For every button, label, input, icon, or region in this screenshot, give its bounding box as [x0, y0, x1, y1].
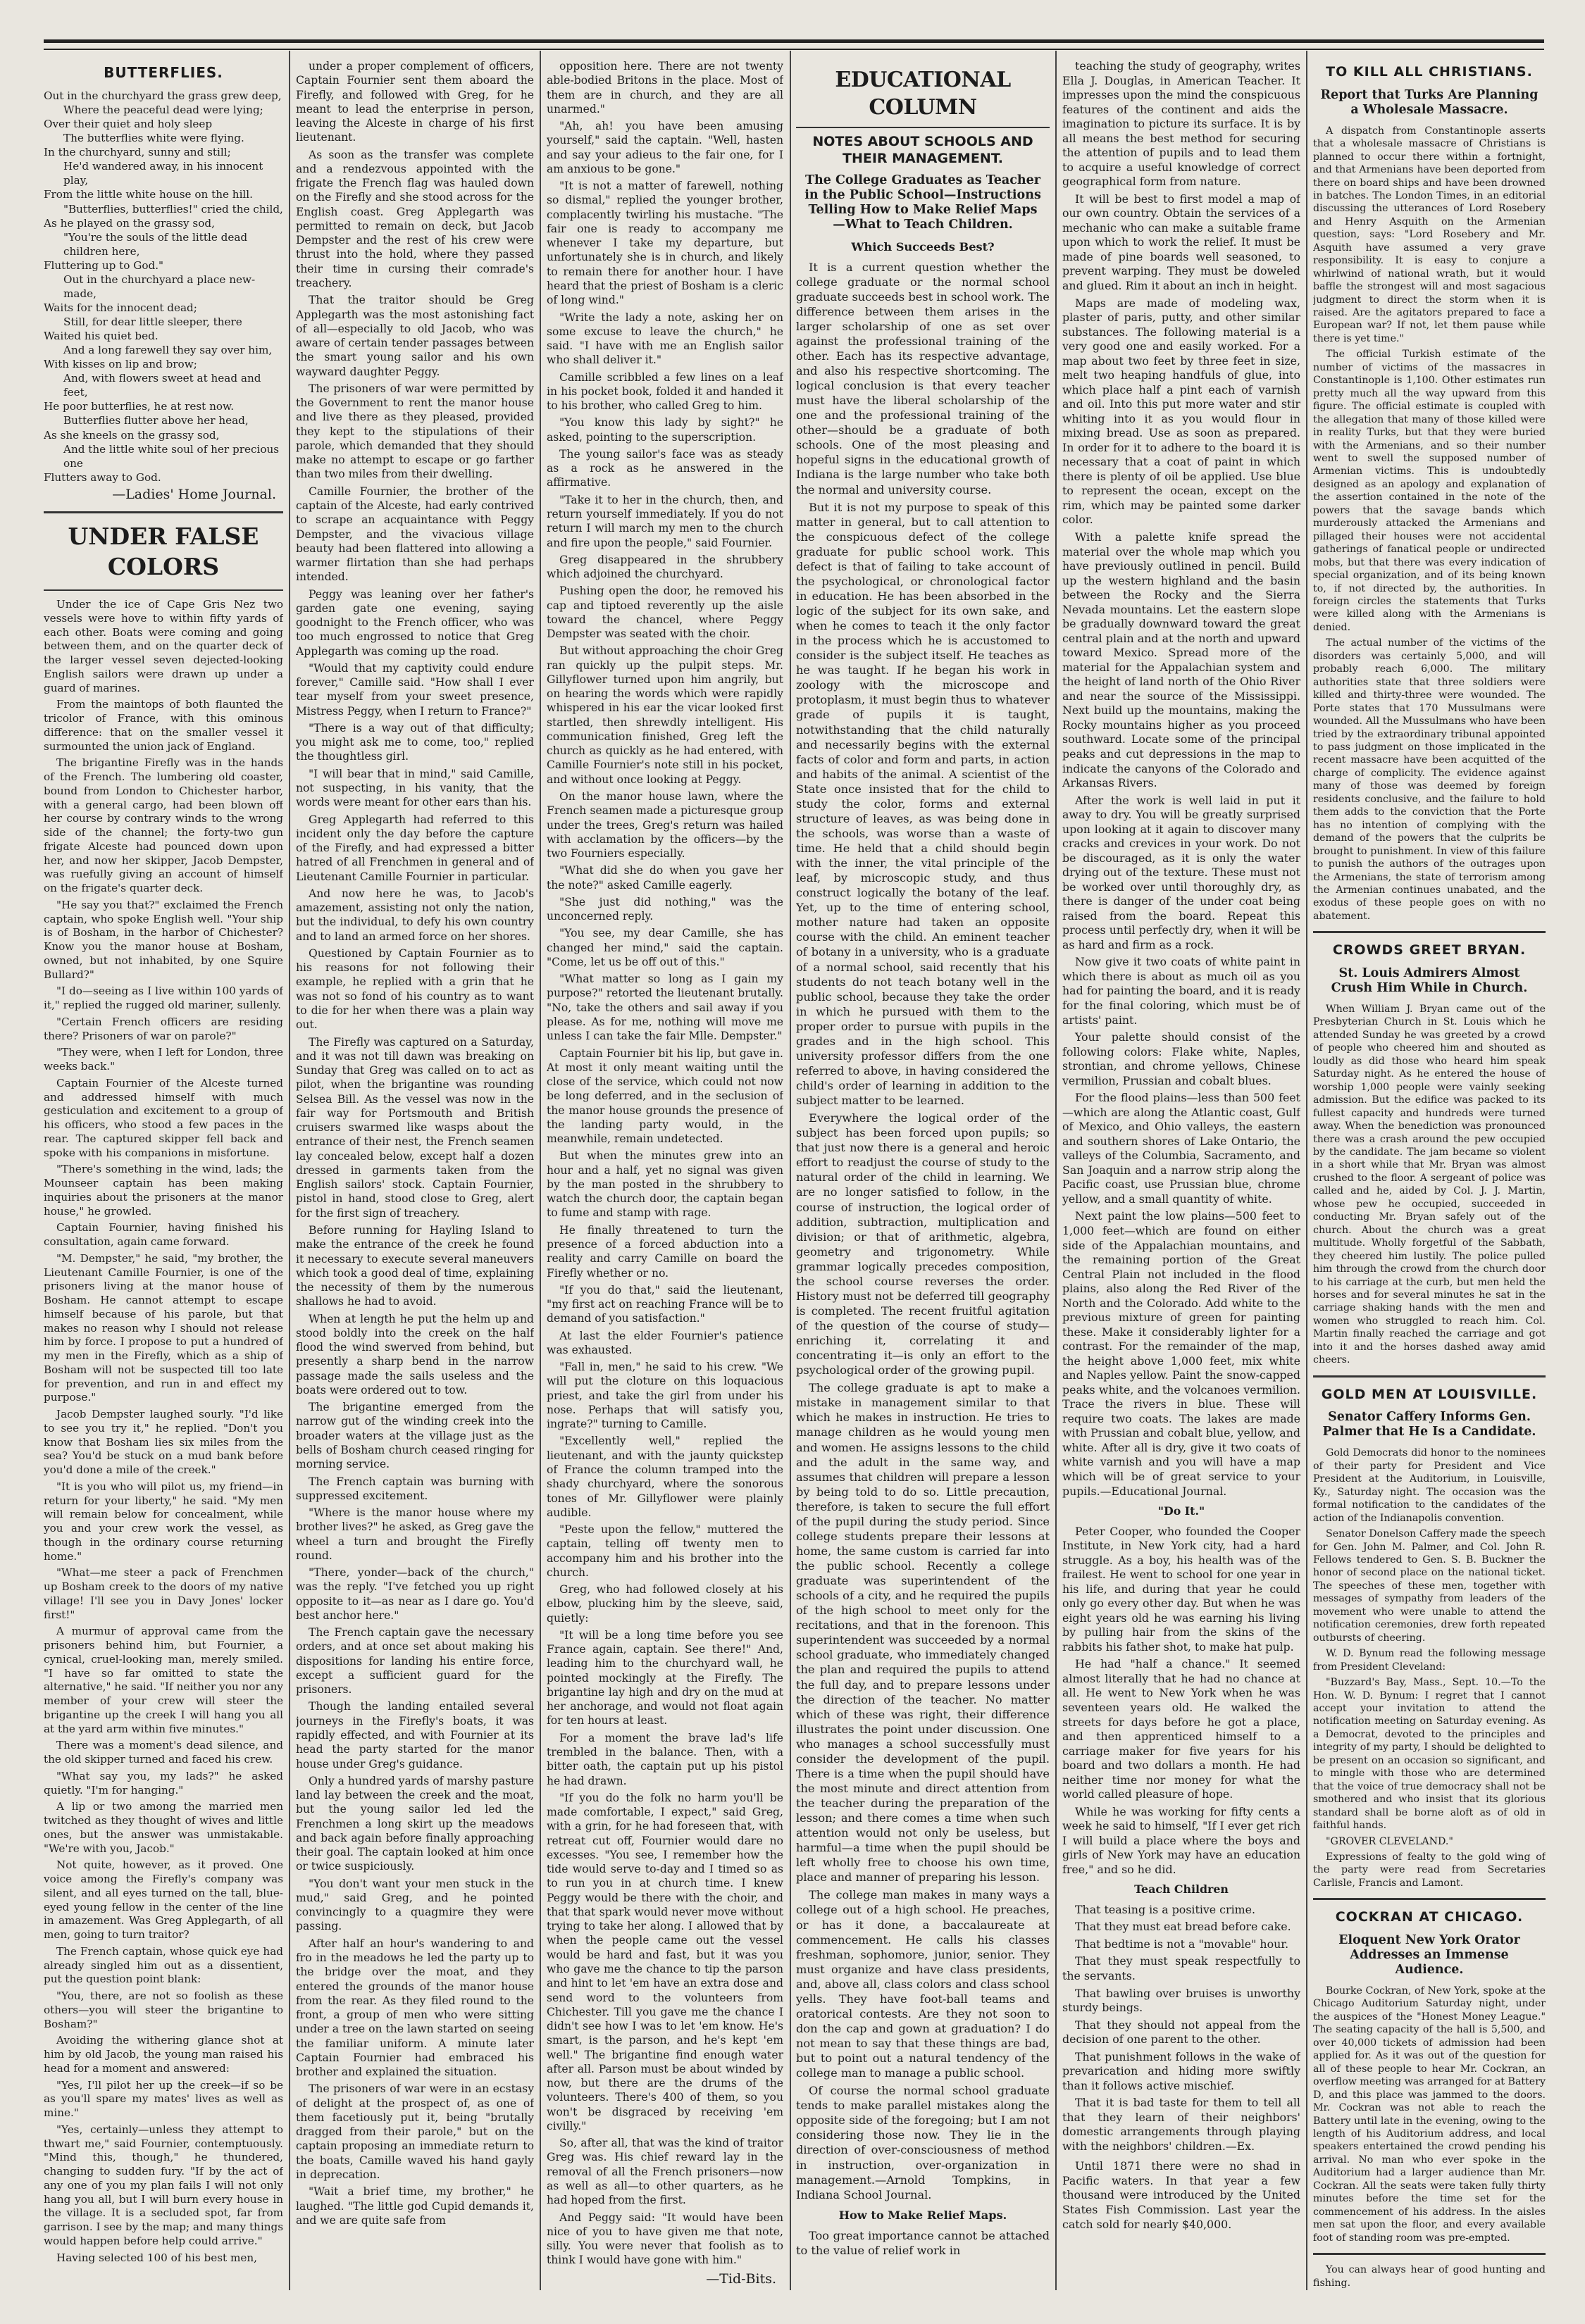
story-paragraph: "If you do the folk no harm you'll be made comfortable, I expect," said Greg, with a grin, for he had foreseen that, with retreat cut off, Fournier would dare no excesses. "You see, I remember how the tide would serve to-day and I timed so as to run you in at church time. I knew Peggy would be there with the choir, and that that spark would never move without trying to take her along. I allowed that by when the people came out the vessel would be hard and fast, but it was you who gave me the chance to tip the parson and hint to let 'em have an extra dose and send word to the volunteers from Chichester. Till you gave me the chance I didn't see how I was to let 'em know. He's smart, is the parson, and he's kept 'em well." The brigantine find enough water after all. Parson must be about winded by now, but there are the drums of the volunteers. There's 400 of them, so you won't be disgraced by receiving 'em civilly." — [547, 1791, 783, 2132]
story-paragraph: "What matter so long as I gain my purpose?" retorted the lieutenant brutally. "No, take the others and sail away if you please. As for me, nothing will move me unless I can take the fair Mlle. Dempster." — [547, 973, 783, 1043]
relief-paragraph: Now give it two coats of white paint in which there is about as much oil as you had for painting the board, and it is ready for the final coloring, which must be of artists' paint. — [1062, 955, 1300, 1027]
subheading-relief-maps: How to Make Relief Maps. — [838, 2208, 1007, 2222]
story-paragraph: "It is you who will pilot us, my friend—in return for your liberty," he said. "My men will remain below for concealment, while you and your crew work the vessel, as though in the ordinary course returning home." — [44, 1480, 283, 1563]
subheading-teach-children: Teach Children — [1134, 1882, 1229, 1897]
news-paragraph: Senator Donelson Caffery made the speech for Gen. John M. Palmer, and Col. John R. Fellows tendered to Gen. S. B. Buckner the honor of second place on the national ticket. The speeches of these men, together with messages of sympathy from leaders of the movement who were unable to attend the notification ceremonies, drew forth repeated outbursts of cheering. — [1313, 1528, 1546, 1644]
story-paragraph: "I do—seeing as I live within 100 yards of it," replied the rugged old mariner, sullenly. — [44, 985, 283, 1012]
poem-line: "You're the souls of the little dead children here, — [63, 230, 248, 258]
section-divider — [44, 511, 283, 513]
teach-children-list — [1062, 1903, 1300, 2154]
teach-item: That bedtime is not a "movable" hour. — [1075, 1937, 1289, 1951]
story-paragraph: As soon as the transfer was complete and a rendezvous appointed with the frigate the French flag was hauled down on the Firefly and she stood across for the English coast. Greg Applegarth was permitted to remain on deck, but Jacob Dempster and the rest of his crew were thrust into the hold, where they passed their time in cursing their comrade's treachery. — [296, 148, 534, 289]
column-3 — [547, 59, 783, 2296]
do-it-paragraph: He had "half a chance." It seemed almost literally that he had no chance at all. He went to New York when he was seventeen years old. He walked the streets for days before he got a place, and then apprenticed himself to a carriage maker for five years for his board and two dollars a month. He had neither time nor money for what the world called pleasure of hope. — [1062, 1657, 1300, 1801]
story-paragraph: "What did she do when you gave her the note?" asked Camille eagerly. — [547, 864, 783, 892]
story-paragraph: The brigantine emerged from the narrow gut of the winding creek into the broader waters at the village just as the bells of Bosham church ceased ringing for morning service. — [296, 1401, 534, 1471]
story-paragraph: "You know this lady by sight?" he asked, pointing to the superscription. — [547, 416, 783, 444]
education-paragraph: Everywhere the logical order of the subject has been forced upon pupils; so that just now there is a general and heroic effort to readjust the course of study to the natural order of the child in learning. We are no longer satisfied to follow, in the course of instruction, the logical order of addition, subtraction, multiplication and division; or that of arithmetic, algebra, geometry and trigonometry. While grammar logically precedes composition, the school course reverses the order. History must not be deferred till geography is completed. The recent fruitful agitation of the question of the course of study—enriching it, correlating it and concentrating it—is only an effort to the psychological order of the growing pupil. — [796, 1111, 1050, 1377]
crowds-bryan-deck: St. Louis Admirers Almost Crush Him While in Church. — [1331, 966, 1528, 996]
story-paragraph: And Peggy said: "It would have been nice of you to have given me that note, silly. You were never that foolish as to think I would have gone with him." — [547, 2211, 783, 2267]
relief-paragraph: After the work is well laid in put it away to dry. You will be greatly surprised upon looking at it again to discover many cracks and crevices in your work. Do not be discouraged, as it is only the water drying out of the texture. These must not be worked over until thoroughly dry, as there is danger of the under coat being raised from the board. Repeat this process until perfectly dry, when it will be as hard and firm as a rock. — [1062, 793, 1300, 951]
story-paragraph: "If you do that," said the lieutenant, "my first act on reaching France will be to demand of you satisfaction." — [547, 1283, 783, 1325]
news-paragraph: Bourke Cockran, of New York, spoke at the Chicago Auditorium Saturday night, under the auspices of the "Honest Money League." The seating capacity of the hall is 5,500, and over 40,000 tickets of admission had been applied for. As it was out of the question for all of these people to hear Mr. Cockran, an overflow meeting was arranged for at Battery D, and this place was jammed to the doors. Mr. Cockran was not able to reach the Battery until late in the evening, owing to the length of his Auditorium address, and local speakers entertained the crowd pending his arrival. No man who ever spoke in the Auditorium had a larger audience than Mr. Cockran. All the seats were taken fully thirty minutes before the time set for the commencement of his address. In the aisles men sat upon the floor, and every available foot of standing room was pre-empted. — [1313, 1985, 1546, 2244]
story-paragraph: From the maintops of both flaunted the tricolor of France, with this ominous difference: that on the smaller vessel it surmounted the union jack of England. — [44, 698, 283, 753]
subheading-which-succeeds: Which Succeeds Best? — [851, 239, 995, 254]
story-paragraph: Though the landing entailed several journeys in the Firefly's boats, it was rapidly effected, and with Fournier at its head the party started for the manor house under Greg's guidance. — [296, 1700, 534, 1770]
column-rule — [1306, 51, 1307, 2290]
relief-text-start: Too great importance cannot be attached to the value of relief work in — [796, 2228, 1050, 2257]
cockran-text — [1313, 1985, 1546, 2244]
column-1 — [44, 59, 283, 2296]
story-paragraph: "You, there, are not so foolish as these others—you will steer the brigantine to Bosham?" — [44, 1989, 283, 2030]
poem-line: Fluttering up to God." — [44, 258, 164, 272]
poem-line: Out in the churchyard the grass grew deep, — [44, 89, 282, 102]
teach-item: That teasing is a positive crime. — [1075, 1902, 1255, 1916]
relief-paragraph: teaching the study of geography, writes Ella J. Douglas, in American Teacher. It impresses upon the mind the conspicuous features of the continent and aids the imagination to picture its surface. It is by all means the best method for securing the attention of pupils and to lead them to acquire a useful knowledge of correct geographical form from nature. — [1062, 59, 1300, 189]
poem-line: From the little white house on the hill. — [44, 188, 253, 201]
column-rule — [540, 51, 541, 2290]
poem-body — [44, 89, 283, 485]
poem-line: Flutters away to God. — [44, 470, 161, 484]
story-paragraph: A lip or two among the married men twitched as they thought of wives and little ones, but the answer was unmistakable. "We're with you, Jacob." — [44, 1800, 283, 1855]
teach-item: That bawling over bruises is unworthy sturdy beings. — [1062, 1986, 1300, 2015]
section-divider — [1313, 2253, 1546, 2255]
story-paragraph: "You see, my dear Camille, she has changed her mind," said the captain. "Come, let us be off out of this." — [547, 927, 783, 968]
story-paragraph: "Write the lady a note, asking her on some excuse to leave the church," he said. "I have with me an English sailor who shall deliver it." — [547, 311, 783, 367]
story-paragraph: "You don't want your men stuck in the mud," said Greg, and he pointed convincingly to a quagmire they were passing. — [296, 1877, 534, 1933]
story-paragraph: "Fall in, men," he said to his crew. "We will put the cloture on this loquacious priest, and take the girl from under his nose. Perhaps that will satisfy you, ingrate?" turning to Camille. — [547, 1361, 783, 1431]
do-it-paragraph: Peter Cooper, who founded the Cooper Institute, in New York city, had a hard struggle. As a boy, his health was of the frailest. He went to school for one year in his life, and during that year he could only go every other day. But when he was eight years old he was earning his living by pulling hair from the skins of the rabbits his father shot, to make hat pulp. — [1062, 1524, 1300, 1654]
story-paragraph: When at length he put the helm up and stood boldly into the creek on the half flood the wind swerved from behind, but presently a sharp bend in the narrow passage made the sails useless and the boats were ordered out to tow. — [296, 1312, 534, 1397]
story-paragraph: The Firefly was captured on a Saturday, and it was not till dawn was breaking on Sunday that Greg was called on to act as pilot, when the brigantine was rounding Selsea Bill. As the vessel was now in the fair way for Portsmouth and British cruisers swarmed like wasps about the entrance of their nest, the French seamen lay concealed below, except half a dozen dressed in garments taken from the English sailors' stock. Captain Fournier, pistol in hand, stood close to Greg, alert for the first sign of treachery. — [296, 1035, 534, 1220]
story-paragraph: "She just did nothing," was the unconcerned reply. — [547, 895, 783, 923]
crowds-bryan-text — [1313, 1003, 1546, 1367]
education-paragraph: Of course the normal school graduate tends to make parallel mistakes along the opposite side of the foregoing; but I am not considering those now. They lie in the direction of over-consciousness of method in instruction, over-organization in management.—Arnold Tompkins, in Indiana School Journal. — [796, 2084, 1050, 2201]
story-paragraph: "Ah, ah! you have been amusing yourself," said the captain. "Well, hasten and say your adieus to the fair one, for I am anxious to be gone." — [547, 120, 783, 175]
column-4 — [796, 59, 1050, 2296]
story-paragraph: under a proper complement of officers, Captain Fournier sent them aboard the Firefly, and followed with Greg, for he meant to lead the enterprise in person, leaving the Alceste in charge of his first lieutenant. — [296, 60, 534, 144]
poem-source: —Ladies' Home Journal. — [112, 486, 276, 502]
poem-line: And the little white soul of her precious one — [63, 442, 280, 470]
story-paragraph: Not quite, however, as it proved. One voice among the Firefly's company was silent, and all eyes turned on the tall, blue-eyed young fellow in the center of the line in amazement. Was Greg Applegarth, of all men, going to turn traitor? — [44, 1858, 283, 1942]
teach-item: That punishment follows in the wake of prevarication and hiding more swiftly than it follows active mischief. — [1062, 2049, 1300, 2092]
education-paragraph: It is a current question whether the college graduate or the normal school graduate succeeds best in school work. The difference between them arises in the larger scholarship of one as set over against the professional training of the other. Each has its respective advantage, and also his respective shortcoming. The logical conclusion is that every teacher must have the liberal scholarship of the one and the professional training of the other—should be a graduate of both schools. One of the most pleasing and hopeful signs in the educational growth of Indiana is the large number who take both the normal and university course. — [796, 260, 1050, 496]
education-text — [796, 260, 1050, 2202]
teach-item: That they must eat bread before cake. — [1075, 1920, 1291, 1934]
story-paragraph: "Yes, I'll pilot her up the creek—if so be as you'll spare my mates' lives as well as mine." — [44, 2078, 283, 2120]
relief-paragraph: Next paint the low plains—500 feet to 1,000 feet—which are found on either side of the Appalachian mountains, and the remaining portion of the Great Central Plain not included in the flood plains, also along the Red River of the North and the Colorado. Add white to the previous mixture of green for painting these. Make it considerably lighter for a contrast. For the remainder of the map, the height above 1,000 feet, mix white and Naples yellow. Paint the snow-capped peaks white, and the volcanoes vermilion. Trace the rivers in blue. These will require two coats. The lakes are made with Prussian and cobalt blue, yellow, and white. After all is dry, give it two coats of white varnish and you will have a map which will be of great service to your pupils.—Educational Journal. — [1062, 1209, 1300, 1498]
story-paragraph: Greg disappeared in the shrubbery which adjoined the churchyard. — [547, 553, 783, 581]
story-title: UNDER FALSE COLORS — [68, 523, 259, 581]
poem-title: BUTTERFLIES. — [104, 64, 223, 81]
story-paragraph: "Where is the manor house where my brother lives?" he asked, as Greg gave the wheel a turn and brought the Firefly round. — [296, 1506, 534, 1562]
news-paragraph: "GROVER CLEVELAND." — [1326, 1835, 1453, 1847]
poem-line: Waits for the innocent dead; — [44, 301, 197, 314]
column-5 — [1062, 59, 1300, 2296]
story-paragraph: "There, yonder—back of the church," was the reply. "I've fetched you up right opposite to it—as near as I dare go. You'd best anchor here." — [296, 1566, 534, 1622]
relief-paragraph: With a palette knife spread the material over the whole map which you have previously outlined in pencil. Build up the western highland and the basin between the Rocky and the Sierra Nevada mountains. Let the eastern slope be gradually downward toward the great central plain and at the north and upward toward Mexico. Spread more of the material for the Appalachian system and the height of land north of the Ohio River and near the source of the Mississippi. Next build up the mountains, making the Rocky mountains higher as you proceed southward. Locate some of the principal peaks and cut depressions in the map to indicate the canyons of the Colorado and Arkansas Rivers. — [1062, 530, 1300, 790]
story-paragraph: The young sailor's face was as steady as a rock as he answered in the affirmative. — [547, 447, 783, 489]
story-paragraph: Captain Fournier, having finished his consultation, again came forward. — [44, 1221, 283, 1249]
story-paragraph: "They were, when I left for London, three weeks back." — [44, 1046, 283, 1073]
column-6 — [1313, 59, 1546, 2296]
news-paragraph: The official Turkish estimate of the number of victims of the massacres in Constantinople is 1,100. Other estimates run pretty much all the way upward from this figure. The official estimate is coupled with the allegation that many of those killed were in reality Turks, but that they were buried with the Armenians, and so their number went to swell the supposed number of Armenian victims. This is undoubtedly designed as an apology and explanation of the assertion contained in the note of the powers that the savage bands which murderously attacked the Armenians and pillaged their houses were not accidental gatherings of fanatical people or undirected mobs, but that there was every indication of special organization, and of its being known to, if not directed by, the authorities. In foreign circles the statements that Turks were killed along with the Armenians is denied. — [1313, 349, 1546, 633]
section-divider — [1313, 931, 1546, 933]
story-paragraph: "Excellently well," replied the lieutenant, and with the jaunty quickstep of France the column tramped into the shady churchyard, where the sonorous tones of Mr. Gillyflower were plainly audible. — [547, 1435, 783, 1519]
story-paragraph: At last the elder Fournier's patience was exhausted. — [547, 1329, 783, 1356]
story-paragraph: After half an hour's wandering to and fro in the meadows he led the party up to the bridge over the moat, and they entered the grounds of the manor house from the rear. As they filed round to the front, a group of men who were sitting under a tree on the lawn started on seeing the familiar uniform. A minute later Captain Fournier had embraced his brother and explained the situation. — [296, 1937, 534, 2079]
gold-men-deck: Senator Caffery Informs Gen. Palmer that He Is a Candidate. — [1322, 1410, 1536, 1439]
story-paragraph: "He say you that?" exclaimed the French captain, who spoke English well. "Your ship is of Bosham, in the harbor of Chichester? Know you the manor house at Bosham, owned, but not inhabited, by one Squire Bullard?" — [44, 898, 283, 981]
story-paragraph: For a moment the brave lad's life trembled in the balance. Then, with a bitter oath, the captain put up his pistol he had drawn. — [547, 1731, 783, 1787]
do-it-paragraph: While he was working for fifty cents a week he said to himself, "If I ever get rich I will build a place where the boys and girls of New York may have an education free," and so he did. — [1062, 1804, 1300, 1876]
story-paragraph: opposition here. There are not twenty able-bodied Britons in the place. Most of them are in church, and they are all unarmed." — [547, 60, 783, 115]
education-paragraph: But it is not my purpose to speak of this matter in general, but to call attention to the conspicuous defect of the college graduate for public school work. This defect is that of failing to take account of the psychological, or chronological factor in education. He has been absorbed in the logic of the subject for its own sake, and when he comes to teach it the only factor in the process which he is accustomed to consider is the subject itself. He teaches as he was taught. If he began his work in zoology with the microscope and protoplasm, it must begin thus to whatever grade of pupils it is taught, notwithstanding that the child naturally and necessarily begins with the external facts of color and form and parts, in action and habits of the animal. A scientist of the State once insisted that for the child to study the color, forms and external structure of leaves, as was being done in the schools, was worse than a waste of time. He held that a child should begin with the inner, the vital principle of the leaf, by microscopic study, and thus construct logically the botany of the leaf. Yet, up to the time of entering school, mother nature had taken an opposite course with the child. An eminent teacher of botany in a university, who is a graduate of a normal school, said recently that his students do not teach botany well in the public school, because they take the order in which he pursued with them to the proper order to pursue with pupils in the grades and in the high school. This university professor differs from the one referred to above, in having considered the child's order of learning in addition to the subject matter to be learned. — [796, 500, 1050, 1108]
story-paragraph: A murmur of approval came from the prisoners behind him, but Fournier, a cynical, cruel-looking man, merely smiled. "I have so far omitted to state the alternative," he said. "If neither you nor any member of your crew will steer the brigantine up the creek I will hang you all at the yard arm within five minutes." — [44, 1625, 283, 1735]
teach-item: That it is bad taste for them to tell all that they learn of their neighbors' domestic arrangements through playing with the neighbors' children.—Ex. — [1062, 2096, 1300, 2153]
relief-paragraph: Your palette should consist of the following colors: Flake white, Naples, strontian, and chrome yellows, Chinese vermilion, Prussian and cobalt blues. — [1062, 1030, 1300, 1087]
relief-maps-text — [1062, 59, 1300, 1499]
story-paragraph: "Wait a brief time, my brother," he laughed. "The little god Cupid demands it, and we are quite safe from — [296, 2185, 534, 2227]
poem-line: He'd wandered away, in his innocent play, — [63, 160, 263, 187]
story-paragraph: "I will bear that in mind," said Camille, not suspecting, in his vanity, that the words were meant for other ears than his. — [296, 767, 534, 809]
poem-line: Butterflies flutter above her head, — [63, 414, 249, 427]
story-paragraph: Greg Applegarth had referred to this incident only the day before the capture of the Firefly, and had expressed a bitter hatred of all Frenchmen in general and of Lieutenant Camille Fournier in particular. — [296, 813, 534, 883]
story-paragraph: Captain Fournier bit his lip, but gave in. At most it only meant waiting until the close of the service, which could not now be long deferred, and in the seclusion of the manor house grounds the presence of the landing party would, in the meanwhile, remain undetected. — [547, 1047, 783, 1146]
story-paragraph: And now here he was, to Jacob's amazement, assisting not only the nation, but the individual, to defy his own country and to land an armed force on her shores. — [296, 887, 534, 943]
story-paragraph: "Yes, certainly—unless they attempt to thwart me," said Fournier, contemptuously. "Mind this, though," he thundered, changing to sudden fury. "If by the act of any one of you my plan fails I will not only hang you all, but I will burn every house in the village. It is a secluded spot, far from garrison. I see by the map; and many things would happen before help could arrive." — [44, 2123, 283, 2247]
story-paragraph: "What say you, my lads?" he asked quietly. "I'm for hanging." — [44, 1769, 283, 1797]
story-paragraph: Questioned by Captain Fournier as to his reasons for not following their example, he replied with a grin that he was not so fond of his country as to want to die for her when there was a plain way out. — [296, 947, 534, 1032]
news-paragraph: W. D. Bynum read the following message from President Cleveland: — [1313, 1648, 1546, 1673]
education-paragraph: The college man makes in many ways a college out of a high school. He preaches, or has it done, a baccalaureate at commencement. He calls his classes freshman, sophomore, junior, senior. They must organize and have class presidents, and, above all, class colors and class school yells. They have foot-ball teams and oratorical contests. Are they not soon to don the cap and gown at graduation? I do not mean to say that these things are bad, but to point out a natural tendency of the college man to manage a public school. — [796, 1888, 1050, 2080]
column-rule — [1055, 51, 1057, 2290]
kill-christians-deck: Report that Turks Are Planning a Wholesale Massacre. — [1320, 87, 1539, 117]
column-rule — [790, 51, 791, 2290]
story-paragraph: So, after all, that was the kind of traitor Greg was. His chief reward lay in the removal of all the French prisoners—now as well as all—to other quarters, as he had hoped from the first. — [547, 2137, 783, 2207]
story-paragraph: "It will be a long time before you see France again, captain. See there!" And, leading him to the churchyard wall, he pointed mockingly at the Firefly. The brigantine lay high and dry on the mud at her anchorage, and would not float again for ten hours at least. — [547, 1628, 783, 1728]
story-source: —Tid-Bits. — [706, 2270, 776, 2287]
poem-line: Out in the churchyard a place new-made, — [63, 273, 256, 300]
teach-item: That they should not appeal from the decision of one parent to the other. — [1062, 2018, 1300, 2047]
story-paragraph: "M. Dempster," he said, "my brother, the Lieutenant Camille Fournier, is one of the prisoners living at the manor house of Bosham. He cannot attempt to escape himself because of his parole, but that makes no reason why I should not release him by force. I propose to put a hundred of my men in the Firefly, which as a ship of Bosham will not be suspected till too late for prevention, and run in and effect my purpose." — [44, 1251, 283, 1404]
poem-line: As he played on the grassy sod, — [44, 216, 215, 230]
poem-line: With kisses on lip and brow; — [44, 358, 197, 371]
story-paragraph: Peggy was leaning over her father's garden gate one evening, saying goodnight to the French officer, who was too much engrossed to notice that Greg Applegarth was coming up the road. — [296, 587, 534, 658]
news-paragraph: "Buzzard's Bay, Mass., Sept. 10.—To the Hon. W. D. Bynum: I regret that I cannot accept your invitation to attend the notification meeting on Saturday evening. As a Democrat, devoted to the principles and integrity of my party, I should be delighted to be present on an occasion so significant, and to mingle with those who are determined that the voice of true democracy shall not be smothered and who insist that its glorious standard shall be borne aloft as of old in faithful hands. — [1313, 1677, 1546, 1832]
subheading-do-it: "Do It." — [1157, 1504, 1205, 1518]
cockran-deck: Eloquent New York Orator Addresses an Immense Audience. — [1338, 1933, 1520, 1978]
story-paragraph: Captain Fournier of the Alceste turned and addressed himself with much gesticulation and excitement to a group of his officers, who stood a few paces in the rear. The captured skipper fell back and spoke with his companions in misfortune. — [44, 1076, 283, 1159]
story-text-part-1 — [44, 598, 283, 2265]
story-paragraph: But without approaching the choir Greg ran quickly up the pulpit steps. Mr. Gillyflower turned upon him angrily, but on hearing the words which were rapidly whispered in his ear the vicar looked first startled, then shrewdly intelligent. His communication finished, Greg left the church as quickly as he had entered, with Camille Fournier's note still in his pocket, and without once looking at Peggy. — [547, 644, 783, 786]
education-column-title: EDUCATIONAL COLUMN — [835, 68, 1011, 120]
relief-paragraph: For the flood plains—less than 500 feet—which are along the Atlantic coast, Gulf of Mexico, and Ohio valleys, the eastern and southern shores of Lake Ontario, the valleys of the Columbia, Sacramento, and San Joaquin and a narrow strip along the Pacific coast, use Prussian blue, chrome yellow, and a small quantity of white. — [1062, 1091, 1300, 1206]
story-paragraph: He finally threatened to turn the presence of a forced abduction into a reality and carry Camille on board the Firefly whether or no. — [547, 1223, 783, 1280]
education-subtitle: NOTES ABOUT SCHOOLS AND THEIR MANAGEMENT. — [812, 134, 1033, 166]
news-paragraph: Expressions of fealty to the gold wing of the party were read from Secretaries Carlisle, Francis and Lamont. — [1313, 1851, 1546, 1889]
poem-line: "Butterflies, butterflies!" cried the child, — [63, 202, 283, 215]
story-paragraph: That the traitor should be Greg Applegarth was the most astonishing fact of all—especially to old Jacob, who was aware of certain tender passages between the smart young sailor and his own wayward daughter Peggy. — [296, 294, 534, 378]
story-text-part-2 — [296, 59, 534, 2228]
section-divider — [1313, 1898, 1546, 1900]
news-paragraph: A dispatch from Constantinople asserts that a wholesale massacre of Christians is planned to occur there within a fortnight, and that Armenians have been deported from there on board ships and have been drowned in batches. The London Times, in an editorial discussing the utterances of Lord Rosebery and Henry Asquith on the Armenian question, says: "Lord Rosebery and Mr. Asquith have assumed a very grave responsibility. It is easy to conjure a whirlwind of national wrath, but it would baffle the strongest will and most sagacious judgment to direct the storm when it is raised. Are the agitators prepared to face a European war? If not, let them pause while there is yet time." — [1313, 125, 1546, 344]
story-paragraph: Having selected 100 of his best men, — [56, 2251, 257, 2264]
gold-men-text — [1313, 1447, 1546, 1889]
story-paragraph: Camille scribbled a few lines on a leaf in his pocket book, folded it and handed it to his brother, who called Greg to him. — [547, 370, 783, 413]
cockran-title: COCKRAN AT CHICAGO. — [1335, 1909, 1524, 1925]
poem-line: Over their quiet and holy sleep — [44, 118, 213, 131]
kill-christians-text — [1313, 125, 1546, 923]
news-paragraph: When William J. Bryan came out of the Presbyterian Church in St. Louis which he attended Sunday he was greeted by a crowd of people who cheered him and shouted as loudly as did those who heard him speak Saturday night. As he entered the house of worship 1,000 people were vainly seeking admission. But the edifice was packed to its fullest capacity and hundreds were turned away. When the benediction was pronounced there was a crash around the pew occupied by the candidate. The jam became so violent in a short while that Mr. Bryan was almost crushed to the floor. A sergeant of police was called and he, aided by Col. J. J. Martin, whose pew he occupied, succeeded in conducting Mr. Bryan safely out of the church. About the church was a great multitude. Wholly forgetful of the Sabbath, they cheered him lustily. The police pulled him through the crowd from the church door to his carriage at the curb, but men held the horses and for several minutes he sat in the carriage shaking hands with the men and women who struggled to reach him. Col. Martin finally reached the carriage and got into it and the horses dashed away amid cheers. — [1313, 1004, 1546, 1366]
story-paragraph: There was a moment's dead silence, and the old skipper turned and faced his crew. — [44, 1739, 283, 1766]
story-paragraph: The French captain was burning with suppressed excitement. — [296, 1475, 534, 1502]
top-border-rule — [44, 39, 1544, 50]
crowds-bryan-title: CROWDS GREET BRYAN. — [1332, 942, 1527, 958]
story-paragraph: Before running for Hayling Island to make the entrance of the creek he found it necessary to execute several maneuvers which took a good deal of time, explaining the necessity of them by the numerous shallows he had to avoid. — [296, 1223, 534, 1308]
poem-line: As she kneels on the grassy sod, — [44, 428, 220, 442]
poem-line: And a long farewell they say over him, — [63, 344, 273, 357]
section-divider — [1313, 1375, 1546, 1377]
poem-line: Still, for dear little sleeper, there — [63, 316, 242, 328]
story-text-part-3 — [547, 59, 783, 2268]
story-paragraph: The brigantine Firefly was in the hands of the French. The lumbering old coaster, bound from London to Chichester harbor, with a general cargo, had been blown off her course by contrary winds to the wrong side of the channel; the forty-two gun frigate Alceste had pounced down upon her, and now her skipper, Jacob Dempster, was ruefully giving an account of himself on the frigate's quarter deck. — [44, 756, 283, 895]
story-paragraph: Avoiding the withering glance shot at him by old Jacob, the young man raised his head for a moment and answered: — [44, 2034, 283, 2075]
story-paragraph: "There is a way out of that difficulty; you might ask me to come, too," replied the thoughtless girl. — [296, 721, 534, 763]
story-paragraph: Under the ice of Cape Gris Nez two vessels were hove to within fifty yards of each other. Boats were coming and going between them, and on the quarter deck of the larger vessel seven dejected-looking English sailors were drawn up under a guard of marines. — [44, 598, 283, 694]
story-paragraph: The French captain gave the necessary orders, and at once set about making his dispositions for landing his entire force, except a sufficient guard for the prisoners. — [296, 1626, 534, 1697]
story-paragraph: "What—me steer a pack of Frenchmen up Bosham creek to the doors of my native village! I'll see you in Davy Jones' locker first!" — [44, 1566, 283, 1621]
poem-line: The butterflies white were flying. — [63, 132, 244, 145]
hunting-line: You can always hear of good hunting and fishing. — [1313, 2264, 1546, 2289]
story-paragraph: The prisoners of war were in an ecstasy of delight at the prospect of, as one of them facetiously put it, being "brutally dragged from their parole," but on the captain proposing an immediate return to the boats, Camille waved his hand gayly in deprecation. — [296, 2082, 534, 2181]
teach-item: That they must speak respectfully to the servants. — [1062, 1954, 1300, 1982]
story-paragraph: "Peste upon the fellow," muttered the captain, telling off twenty men to accompany him and his brother into the church. — [547, 1523, 783, 1579]
poem-line: And, with flowers sweet at head and feet, — [63, 372, 261, 399]
poem-line: Where the peaceful dead were lying; — [63, 104, 263, 117]
column-2 — [296, 59, 534, 2296]
story-paragraph: "Would that my captivity could endure forever," Camille said. "How shall I ever tear myself from your sweet presence, Mistress Peggy, when I return to France?" — [296, 661, 534, 718]
story-paragraph: "There's something in the wind, lads; the Mounseer captain has been making inquiries about the prisoners at the manor house," he growled. — [44, 1163, 283, 1218]
section-divider — [44, 589, 283, 591]
story-paragraph: "Take it to her in the church, then, and return yourself immediately. If you do not return I will march my men to the church and fire upon the people," said Fournier. — [547, 493, 783, 549]
education-deck: The College Graduates as Teacher in the Public School—Instructions Telling How to Make Relief Maps—What to Teach Children. — [804, 173, 1041, 232]
poem-line: He poor butterflies, he at rest now. — [44, 400, 235, 413]
story-paragraph: On the manor house lawn, where the French seamen made a picturesque group under the trees, Greg's return was hailed with acclamation by the officers—by the two Fourniers especially. — [547, 790, 783, 861]
story-paragraph: Jacob Dempster laughed sourly. "I'd like to see you try it," he replied. "Don't you know that Bosham lies six miles from the sea? You'd be stuck on a mud bank before you'd done a mile of the creek." — [44, 1408, 283, 1477]
story-paragraph: But when the minutes grew into an hour and a half, yet no signal was given by the man posted in the shrubbery to watch the church door, the captain began to fume and stamp with rage. — [547, 1149, 783, 1220]
story-paragraph: Only a hundred yards of marshy pasture land lay between the creek and the moat, but the young sailor led led the Frenchmen a long skirt up the meadows and back again before finally approaching their goal. The captain looked at him once or twice suspiciously. — [296, 1774, 534, 1873]
education-paragraph: The college graduate is apt to make a mistake in management similar to that which he makes in instruction. He tries to manage children as he would young men and women. He assigns lessons to the child and the adult in the same way, and assumes that children will prepare a lesson by being told to do so. Little precaution, therefore, is taken to secure the full effort of the pupil during the study period. Since college students prepare their lessons at home, the same custom is carried far into the public school. Recently a college graduate was superintendent of the schools of a city, and he required the pupils of the high school to meet only for the recitations, and that in the forenoon. This superintendent was succeeded by a normal school graduate, who immediately changed the plan and required the pupils to attend the full day, and to prepare lessons under the direction of the teacher. No matter which of these was right, their difference illustrates the point under discussion. One who manages a school successfully must consider the development of the pupil. There is a time when the pupil should have the most minute and direct attention from the teacher during the preparation of the lesson; and there comes a time when such attention would not only be useless, but harmful—a time when the pupil should be left wholly free to choose his own time, place and manner of preparing his lesson. — [796, 1381, 1050, 1885]
kill-christians-title: TO KILL ALL CHRISTIANS. — [1326, 64, 1533, 80]
news-paragraph: The actual number of the victims of the disorders was certainly 5,000, and will probably reach 6,000. The military authorities state that three soldiers were killed and thirty-three were wounded. The Porte states that 170 Mussulmans were wounded. All the Mussulmans who have been tried by the extraordinary tribunal appointed to pass judgment on those implicated in the recent massacre have been acquitted of the charge of complicity. The evidence against many of those was deemed by foreign residents conclusive, and the failure to hold them adds to the conviction that the Porte has no intention of complying with the demand of the powers that the culprits be brought to punishment. In view of this failure to punish the authors of the outrages upon the Armenians, the state of terrorism among the Armenian continues unabated, and the exodus of these people goes on with no abatement. — [1313, 637, 1546, 922]
story-paragraph: The French captain, whose quick eye had already singled him out as a dissentient, put the question point blank: — [44, 1944, 283, 1986]
do-it-text — [1062, 1525, 1300, 1878]
relief-paragraph: Maps are made of modeling wax, plaster of paris, putty, and other similar substances. The following material is a very good one and easily worked. For a map about two feet by three feet in size, melt two heaping handfuls of glue, into which place half a pint each of varnish and oil. Into this put more water and stir whiting into it as you would flour in mixing bread. Use as soon as prepared. In order for it to adhere to the board it is necessary that a coat of paint in which there is plenty of oil be applied. Use blue to represent the ocean, except on the rim, which may be painted some darker color. — [1062, 296, 1300, 527]
poem-line: Waited his quiet bed. — [44, 330, 158, 343]
news-paragraph: Gold Democrats did honor to the nominees of their party for President and Vice President at the Auditorium, in Louisville, Ky., Saturday night. The occasion was the formal notification to the candidates of the action of the Indianapolis convention. — [1313, 1447, 1546, 1524]
shad-paragraph: Until 1871 there were no shad in Pacific waters. In that year a few thousand were introduced by the United States Fish Commission. Last year the catch sold for nearly $40,000. — [1062, 2159, 1300, 2231]
section-divider — [796, 127, 1050, 128]
relief-paragraph: It will be best to first model a map of our own country. Obtain the services of a mechanic who can make a suitable frame upon which to work the relief. It must be made of pine boards well seasoned, to prevent warping. They must be doweled and glued. Rim it about an inch in height. — [1062, 192, 1300, 292]
story-paragraph: "It is not a matter of farewell, nothing so dismal," replied the younger brother, complacently twirling his mustache. "The fair one is ready to accompany me whenever I take my departure, but unfortunately she is in church, and likely to remain there for another hour. I have heard that the priest of Bosham is a cleric of long wind." — [547, 180, 783, 307]
column-rule — [289, 51, 290, 2290]
story-paragraph: The prisoners of war were permitted by the Government to rent the manor house and live there as they pleased, provided they kept to the stipulations of their parole, which demanded that they should make no attempt to escape or go farther than two miles from their dwelling. — [296, 382, 534, 481]
gold-men-title: GOLD MEN AT LOUISVILLE. — [1321, 1386, 1538, 1402]
poem-line: In the churchyard, sunny and still; — [44, 146, 231, 159]
story-paragraph: Camille Fournier, the brother of the captain of the Alceste, had early contrived to scrape an acquaintance with Peggy Dempster, and the vivacious village beauty had been flattered into allowing a warmer flirtation than she had perhaps intended. — [296, 485, 534, 584]
story-paragraph: "Certain French officers are residing there? Prisoners of war on parole?" — [44, 1015, 283, 1042]
story-paragraph: Greg, who had followed closely at his elbow, plucking him by the sleeve, said, quietly: — [547, 1583, 783, 1625]
story-paragraph: Pushing open the door, he removed his cap and tiptoed reverently up the aisle toward the chancel, where Peggy Dempster was seated with the choir. — [547, 585, 783, 641]
